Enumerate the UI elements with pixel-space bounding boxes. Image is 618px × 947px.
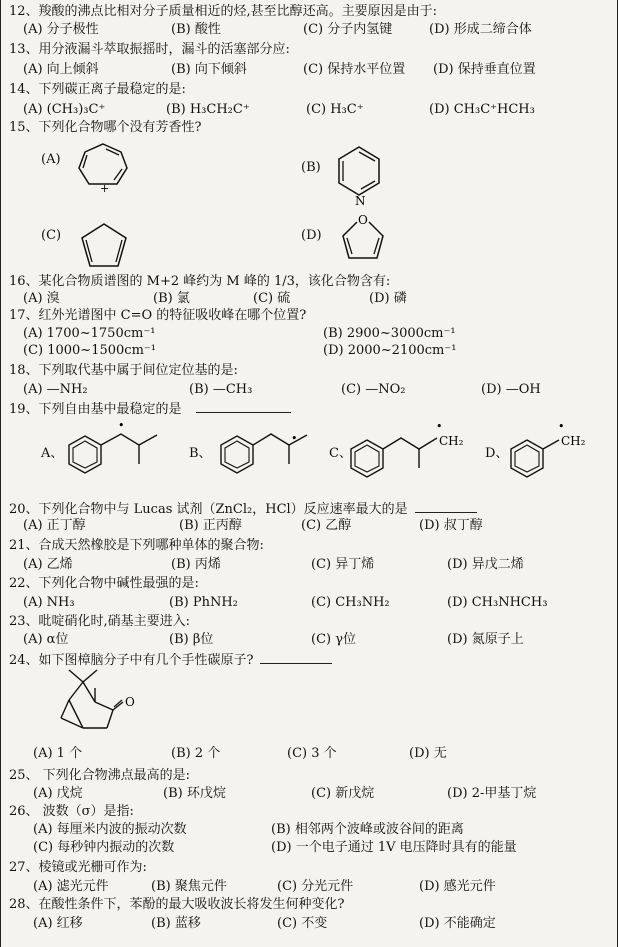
q28-option-c: (C) 不变 <box>277 916 328 931</box>
q23-option-a: (A) α位 <box>23 632 69 647</box>
q12-option-b: (B) 酸性 <box>171 22 221 37</box>
q14-option-c: (C) H₃C⁺ <box>306 102 364 117</box>
q19-option-a: A、 <box>41 446 64 461</box>
q17-option-b: (B) 2900~3000cm⁻¹ <box>323 326 456 341</box>
q14-option-d: (D) CH₃C⁺HCH₃ <box>429 102 535 117</box>
q15-option-c: (C) <box>41 228 62 243</box>
q21-option-a: (A) 乙烯 <box>23 557 73 572</box>
q17-option-a: (A) 1700~1750cm⁻¹ <box>23 326 156 341</box>
q24-option-a: (A) 1 个 <box>33 746 83 761</box>
q22-option-a: (A) NH₃ <box>23 595 75 610</box>
radical-a-structure <box>61 420 171 482</box>
q20-option-c: (C) 乙醇 <box>301 518 352 533</box>
q13-option-c: (C) 保持水平位置 <box>303 62 406 77</box>
question-25-stem: 25、 下列化合物沸点最高的是: <box>9 768 191 783</box>
furan-structure <box>335 208 391 264</box>
q23-option-c: (C) γ位 <box>311 632 356 647</box>
camphor-structure <box>47 666 157 736</box>
question-15-stem: 15、下列化合物哪个没有芳香性? <box>9 120 202 135</box>
q18-option-c: (C) —NO₂ <box>341 382 406 397</box>
q21-option-b: (B) 丙烯 <box>171 557 221 572</box>
question-16-stem: 16、某化合物质谱图的 M+2 峰约为 M 峰的 1/3，该化合物含有: <box>9 274 391 289</box>
answer-blank[interactable] <box>196 400 291 413</box>
radical-b-structure <box>213 420 323 482</box>
radical-dot: • <box>436 420 443 433</box>
question-13-stem: 13、用分液漏斗萃取振摇时，漏斗的活塞部分应: <box>9 42 290 57</box>
q25-option-a: (A) 戊烷 <box>33 786 83 801</box>
answer-blank[interactable] <box>260 651 332 664</box>
q26-option-b: (B) 相邻两个波峰或波谷间的距离 <box>271 822 464 837</box>
q25-option-b: (B) 环戊烷 <box>163 786 226 801</box>
cation-plus-sign: + <box>100 182 110 192</box>
q12-option-c: (C) 分子内氢键 <box>303 22 393 37</box>
q13-option-b: (B) 向下倾斜 <box>171 62 247 77</box>
oxygen-atom-label: O <box>358 213 368 227</box>
question-14-stem: 14、下列碳正离子最稳定的是: <box>9 82 186 97</box>
q16-option-d: (D) 磷 <box>369 291 407 306</box>
question-26-stem: 26、 波数（σ）是指: <box>9 804 134 819</box>
radical-d-structure <box>503 420 613 486</box>
q14-option-a: (A) (CH₃)₃C⁺ <box>23 102 106 117</box>
q17-option-d: (D) 2000~2100cm⁻¹ <box>323 343 457 358</box>
q26-option-d: (D) 一个电子通过 1V 电压降时具有的能量 <box>271 840 517 855</box>
q15-option-b: (B) <box>301 160 321 175</box>
ch2-label: CH₂ <box>439 434 464 448</box>
q27-option-a: (A) 滤光元件 <box>33 879 109 894</box>
q15-option-d: (D) <box>301 228 322 243</box>
question-23-stem: 23、吡啶硝化时,硝基主要进入: <box>9 614 191 629</box>
q27-option-d: (D) 感光元件 <box>419 879 496 894</box>
question-21-stem: 21、合成天然橡胶是下列哪种单体的聚合物: <box>9 538 264 553</box>
q12-option-a: (A) 分子极性 <box>23 22 99 37</box>
q21-option-c: (C) 异丁烯 <box>311 557 375 572</box>
q20-option-b: (B) 正丙醇 <box>179 518 242 533</box>
q14-option-b: (B) H₃CH₂C⁺ <box>166 102 250 117</box>
q22-option-c: (C) CH₃NH₂ <box>311 595 390 610</box>
question-19-stem <box>9 400 291 418</box>
q22-option-d: (D) CH₃NHCH₃ <box>447 595 548 610</box>
q24-stem-text: 24、如下图樟脑分子中有几个手性碳原子? <box>9 653 254 668</box>
q18-option-a: (A) —NH₂ <box>23 382 88 397</box>
q19-option-d: D、 <box>485 446 509 461</box>
q27-option-c: (C) 分光元件 <box>277 879 354 894</box>
radical-dot: • <box>291 432 298 445</box>
question-17-stem: 17、红外光谱图中 C=O 的特征吸收峰在哪个位置? <box>9 308 307 323</box>
pyridine-structure <box>333 143 385 209</box>
q24-option-c: (C) 3 个 <box>287 746 337 761</box>
ch2-label: CH₂ <box>561 434 586 448</box>
q28-option-d: (D) 不能确定 <box>419 916 496 931</box>
q26-option-a: (A) 每厘米内波的振动次数 <box>33 822 187 837</box>
question-27-stem: 27、棱镜或光栅可作为: <box>9 860 147 875</box>
radical-c-structure <box>343 420 483 486</box>
q15-option-a: (A) <box>41 152 61 167</box>
q19-option-b: B、 <box>189 446 212 461</box>
radical-dot: • <box>118 420 125 432</box>
q28-option-a: (A) 红移 <box>33 916 83 931</box>
q25-option-c: (C) 新戊烷 <box>311 786 375 801</box>
q18-option-d: (D) —OH <box>481 382 541 397</box>
answer-blank[interactable] <box>415 500 477 513</box>
q17-option-c: (C) 1000~1500cm⁻¹ <box>23 343 156 358</box>
q25-option-d: (D) 2-甲基丁烷 <box>447 786 537 801</box>
q19-option-c: C、 <box>329 446 352 461</box>
nitrogen-atom-label: N <box>355 194 366 208</box>
carbonyl-oxygen-label: O <box>125 695 135 709</box>
q20-stem-text: 20、下列化合物中与 Lucas 试剂（ZnCl₂，HCl）反应速率最大的是 <box>9 502 408 517</box>
q20-option-d: (D) 叔丁醇 <box>419 518 483 533</box>
q27-option-b: (B) 聚焦元件 <box>151 879 227 894</box>
q21-option-d: (D) 异戊二烯 <box>447 557 524 572</box>
q16-option-a: (A) 溴 <box>23 291 60 306</box>
q13-option-d: (D) 保持垂直位置 <box>433 62 536 77</box>
question-18-stem: 18、下列取代基中属于间位定位基的是: <box>9 363 238 378</box>
q13-option-a: (A) 向上倾斜 <box>23 62 99 77</box>
q23-option-d: (D) 氮原子上 <box>447 632 524 647</box>
q24-option-b: (B) 2 个 <box>171 746 221 761</box>
q26-option-c: (C) 每秒钟内振动的次数 <box>33 840 175 855</box>
question-20-stem <box>9 500 477 518</box>
q12-option-d: (D) 形成二缔合体 <box>429 22 532 37</box>
q19-stem-text: 19、下列自由基中最稳定的是 <box>9 402 182 417</box>
q22-option-b: (B) PhNH₂ <box>169 595 238 610</box>
q23-option-b: (B) β位 <box>169 632 214 647</box>
question-28-stem: 28、在酸性条件下，苯酚的最大吸收波长将发生何种变化? <box>9 897 345 912</box>
q16-option-c: (C) 硫 <box>253 291 291 306</box>
q16-option-b: (B) 氯 <box>153 291 190 306</box>
q20-option-a: (A) 正丁醇 <box>23 518 86 533</box>
q18-option-b: (B) —CH₃ <box>189 382 253 397</box>
q28-option-b: (B) 蓝移 <box>151 916 201 931</box>
q24-option-d: (D) 无 <box>409 746 447 761</box>
radical-dot: • <box>558 420 565 433</box>
question-22-stem: 22、下列化合物中碱性最强的是: <box>9 576 199 591</box>
question-12-stem: 12、羧酸的沸点比相对分子质量相近的烃,甚至比醇还高。主要原因是由于: <box>9 4 438 19</box>
cyclopentadiene-structure <box>76 220 132 272</box>
cycloheptatrienyl-cation-structure <box>73 140 133 192</box>
